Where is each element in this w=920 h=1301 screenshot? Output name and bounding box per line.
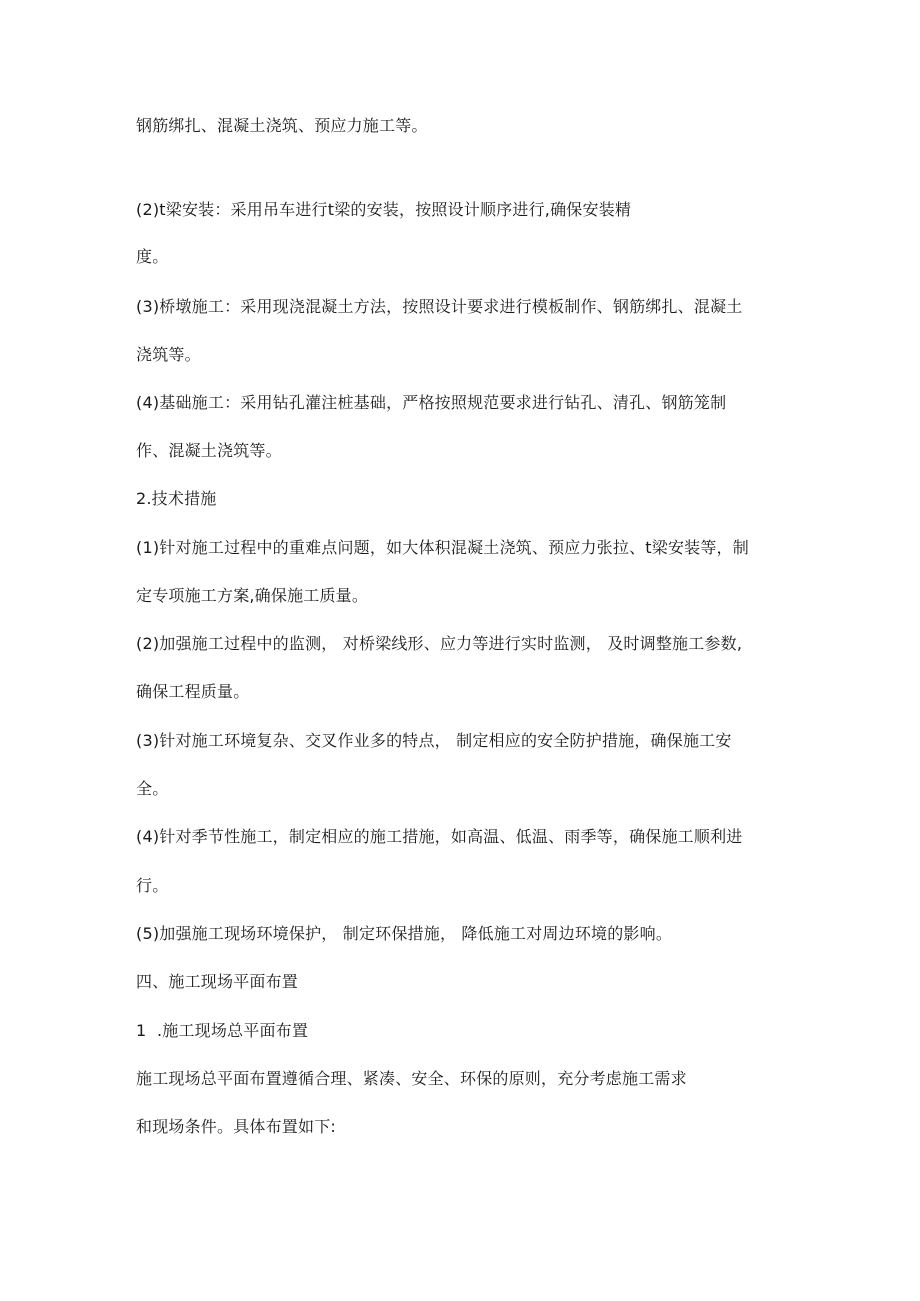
section-heading: 2.技术措施 <box>136 489 217 508</box>
section-heading: 四、施工现场平面布置 <box>136 972 299 991</box>
text-line: (4)基础施工：采用钻孔灌注桩基础，严格按照规范要求进行钻孔、清孔、钢筋笼制 <box>136 393 727 412</box>
subsection-heading: 1 .施工现场总平面布置 <box>136 1021 309 1040</box>
text-line: (2)加强施工过程中的监测， 对桥梁线形、应力等进行实时监测， 及时调整施工参数, <box>136 634 743 653</box>
text-line: 定专项施工方案,确保施工质量。 <box>136 586 369 605</box>
text-line: (2)t梁安装：采用吊车进行t梁的安装，按照设计顺序进行,确保安装精 <box>136 200 632 219</box>
text-line: (5)加强施工现场环境保护， 制定环保措施， 降低施工对周边环境的影响。 <box>136 924 673 943</box>
text-line: 全。 <box>136 779 169 798</box>
text-line: 确保工程质量。 <box>136 682 250 701</box>
text-line: 度。 <box>136 247 169 266</box>
text-line: 作、混凝土浇筑等。 <box>136 441 282 460</box>
text-line: (1)针对施工过程中的重难点问题，如大体积混凝土浇筑、预应力张拉、t梁安装等，制 <box>136 538 749 557</box>
text-line: (3)针对施工环境复杂、交叉作业多的特点， 制定相应的安全防护措施，确保施工安 <box>136 731 732 750</box>
text-line: (4)针对季节性施工，制定相应的施工措施，如高温、低温、雨季等，确保施工顺利进 <box>136 827 743 846</box>
text-line: 施工现场总平面布置遵循合理、紧凑、安全、环保的原则，充分考虑施工需求 <box>136 1069 687 1088</box>
text-line: 和现场条件。具体布置如下: <box>136 1117 336 1136</box>
text-line: 浇筑等。 <box>136 345 201 364</box>
text-line: (3)桥墩施工：采用现浇混凝土方法，按照设计要求进行模板制作、钢筋绑扎、混凝土 <box>136 297 743 316</box>
text-line: 行。 <box>136 876 169 895</box>
text-line: 钢筋绑扎、混凝土浇筑、预应力施工等。 <box>136 116 428 135</box>
